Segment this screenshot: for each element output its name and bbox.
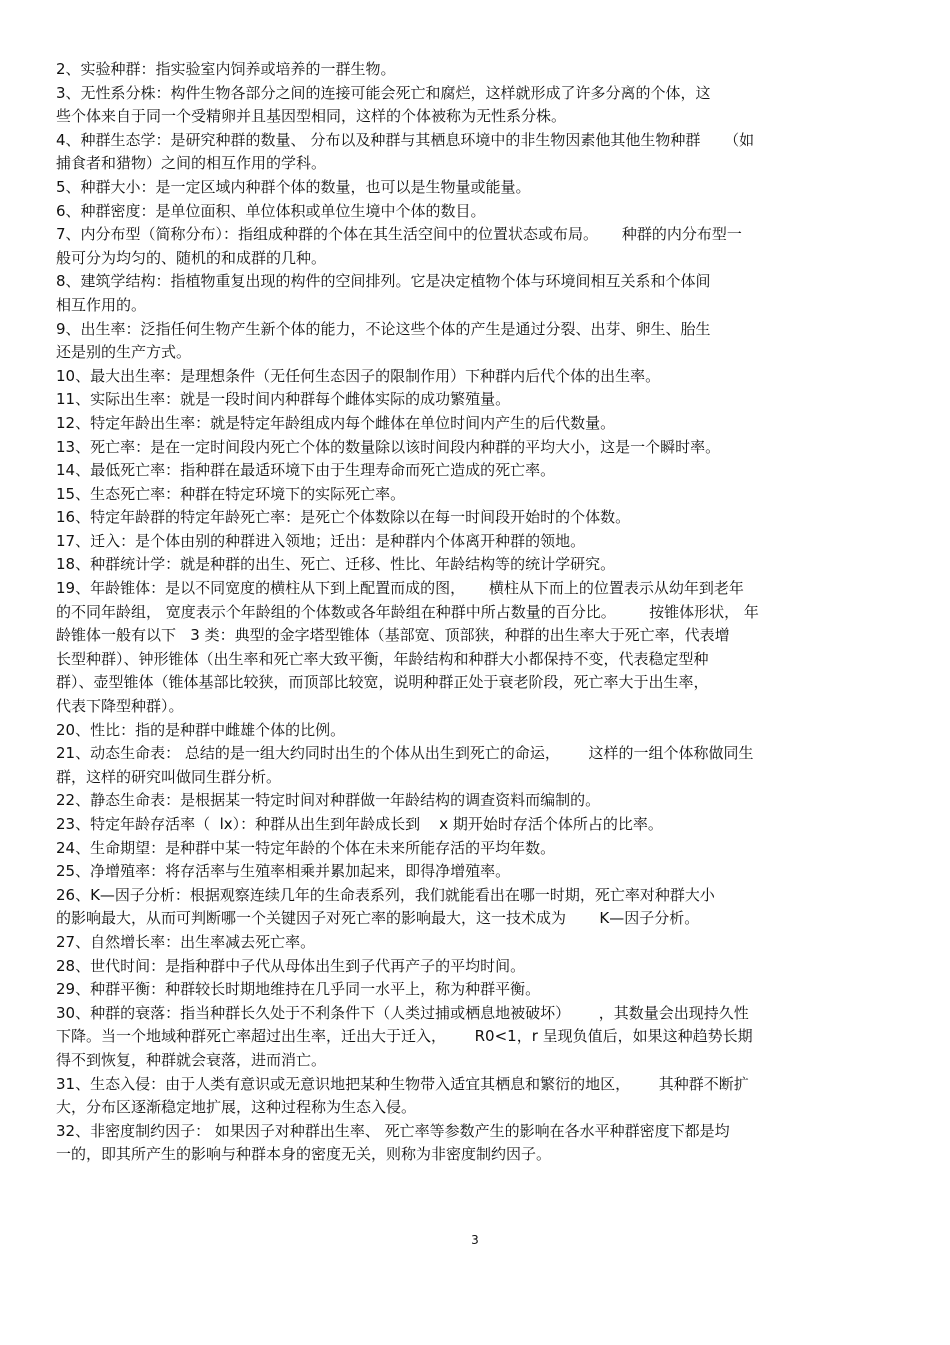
text-line: 4、种群生态学：是研究种群的数量、 分布以及种群与其栖息环境中的非生物因素他其他生物种群 （如 [56, 130, 755, 149]
text-line: 30、种群的衰落：指当种群长久处于不利条件下（人类过捕或栖息地被破坏） ，其数量会出现持久性 [56, 1003, 749, 1022]
text-line: 17、迁入：是个体由别的种群进入领地；迁出：是种群内个体离开种群的领地。 [56, 531, 586, 550]
text-line: 28、世代时间：是指种群中子代从母体出生到子代再产子的平均时间。 [56, 956, 526, 975]
text-line: 21、动态生命表： 总结的是一组大约同时出生的个体从出生到死亡的命运， 这样的一组个体称做同生 [56, 744, 754, 763]
text-line: 26、K—因子分析：根据观察连续几年的生命表系列，我们就能看出在哪一时期，死亡率对种群大小 [56, 885, 715, 904]
text-line: 9、出生率：泛指任何生物产生新个体的能力，不论这些个体的产生是通过分裂、出芽、卵生、胎生 [56, 319, 711, 338]
text-line: 捕食者和猎物）之间的相互作用的学科。 [56, 154, 327, 173]
text-line: 下降。当一个地域种群死亡率超过出生率，迁出大于迁入， R0<1，r 呈现负值后，如果这种趋势长期 [56, 1027, 753, 1046]
text-line: 些个体来自于同一个受精卵并且基因型相同，这样的个体被称为无性系分株。 [56, 107, 567, 126]
text-line: 29、种群平衡：种群较长时期地维持在几乎同一水平上，称为种群平衡。 [56, 980, 541, 999]
text-line: 13、死亡率：是在一定时间段内死亡个体的数量除以该时间段内种群的平均大小，这是一个瞬时率。 [56, 437, 721, 456]
text-line: 的影响最大，从而可判断哪一个关键因子对死亡率的影响最大，这一技术成为 K—因子分析。 [56, 909, 700, 928]
text-line: 18、种群统计学：就是种群的出生、死亡、迁移、性比、年龄结构等的统计学研究。 [56, 555, 616, 574]
text-line: 龄锥体一般有以下 3 类：典型的金字塔型锥体（基部宽、顶部狭，种群的出生率大于死亡率，代表增 [56, 626, 730, 645]
text-line: 16、特定年龄群的特定年龄死亡率：是死亡个体数除以在每一时间段开始时的个体数。 [56, 508, 631, 527]
text-line: 14、最低死亡率：指种群在最适环境下由于生理寿命而死亡造成的死亡率。 [56, 461, 556, 480]
text-line: 15、生态死亡率：种群在特定环境下的实际死亡率。 [56, 484, 406, 503]
text-line: 代表下降型种群）。 [56, 697, 184, 716]
text-line: 群）、壶型锥体（锥体基部比较狭，而顶部比较宽，说明种群正处于衰老阶段，死亡率大于出生率， [56, 673, 709, 692]
text-line: 32、非密度制约因子： 如果因子对种群出生率、 死亡率等参数产生的影响在各水平种群密度下都是均 [56, 1121, 730, 1140]
text-line: 10、最大出生率：是理想条件（无任何生态因子的限制作用）下种群内后代个体的出生率。 [56, 366, 661, 385]
text-line: 8、建筑学结构：指植物重复出现的构件的空间排列。它是决定植物个体与环境间相互关系和个体间 [56, 272, 711, 291]
text-line: 般可分为均匀的、随机的和成群的几种。 [56, 248, 327, 267]
text-line: 5、种群大小：是一定区域内种群个体的数量，也可以是生物量或能量。 [56, 177, 531, 196]
text-line: 一的，即其所产生的影响与种群本身的密度无关，则称为非密度制约因子。 [56, 1145, 552, 1164]
text-line: 群，这样的研究叫做同生群分析。 [56, 767, 282, 786]
text-line: 27、自然增长率：出生率减去死亡率。 [56, 932, 316, 951]
text-line: 23、特定年龄存活率（ lx）：种群从出生到年龄成长到 x 期开始时存活个体所占的比率。 [56, 815, 663, 833]
text-line: 长型种群）、钟形锥体（出生率和死亡率大致平衡，年龄结构和种群大小都保持不变，代表稳定型种 [56, 649, 709, 668]
text-line: 22、静态生命表：是根据某一特定时间对种群做一年龄结构的调查资料而编制的。 [56, 791, 601, 810]
text-line: 3、无性系分株：构件生物各部分之间的连接可能会死亡和腐烂，这样就形成了许多分离的个体，这 [56, 83, 711, 102]
text-line: 的不同年龄组， 宽度表示个年龄组的个体数或各年龄组在种群中所占数量的百分比。 按锥体形状， 年 [56, 602, 759, 621]
text-line: 相互作用的。 [56, 295, 147, 314]
text-line: 6、种群密度：是单位面积、单位体积或单位生境中个体的数目。 [56, 201, 486, 220]
text-line: 19、年龄锥体：是以不同宽度的横柱从下到上配置而成的图， 横柱从下而上的位置表示从幼年到老年 [56, 579, 744, 598]
text-line: 31、生态入侵：由于人类有意识或无意识地把某种生物带入适宜其栖息和繁衍的地区， 其种群不断扩 [56, 1074, 749, 1093]
text-line: 12、特定年龄出生率：就是特定年龄组成内每个雌体在单位时间内产生的后代数量。 [56, 413, 616, 432]
page-number: 3 [471, 1233, 479, 1247]
text-line: 还是别的生产方式。 [56, 343, 192, 362]
text-line: 20、性比：指的是种群中雌雄个体的比例。 [56, 720, 346, 739]
text-line: 25、净增殖率：将存活率与生殖率相乘并累加起来，即得净增殖率。 [56, 862, 511, 881]
text-line: 2、实验种群：指实验室内饲养或培养的一群生物。 [56, 60, 396, 78]
text-line: 24、生命期望：是种群中某一特定年龄的个体在未来所能存活的平均年数。 [56, 838, 556, 857]
text-line: 11、实际出生率：就是一段时间内种群每个雌体实际的成功繁殖量。 [56, 390, 511, 409]
text-line: 得不到恢复，种群就会衰落，进而消亡。 [56, 1050, 327, 1069]
document-page [56, 58, 896, 1167]
text-line: 大，分布区逐渐稳定地扩展，这种过程称为生态入侵。 [56, 1098, 417, 1117]
text-line: 7、内分布型（简称分布）：指组成种群的个体在其生活空间中的位置状态或布局。 种群的内分布型一 [56, 225, 742, 244]
